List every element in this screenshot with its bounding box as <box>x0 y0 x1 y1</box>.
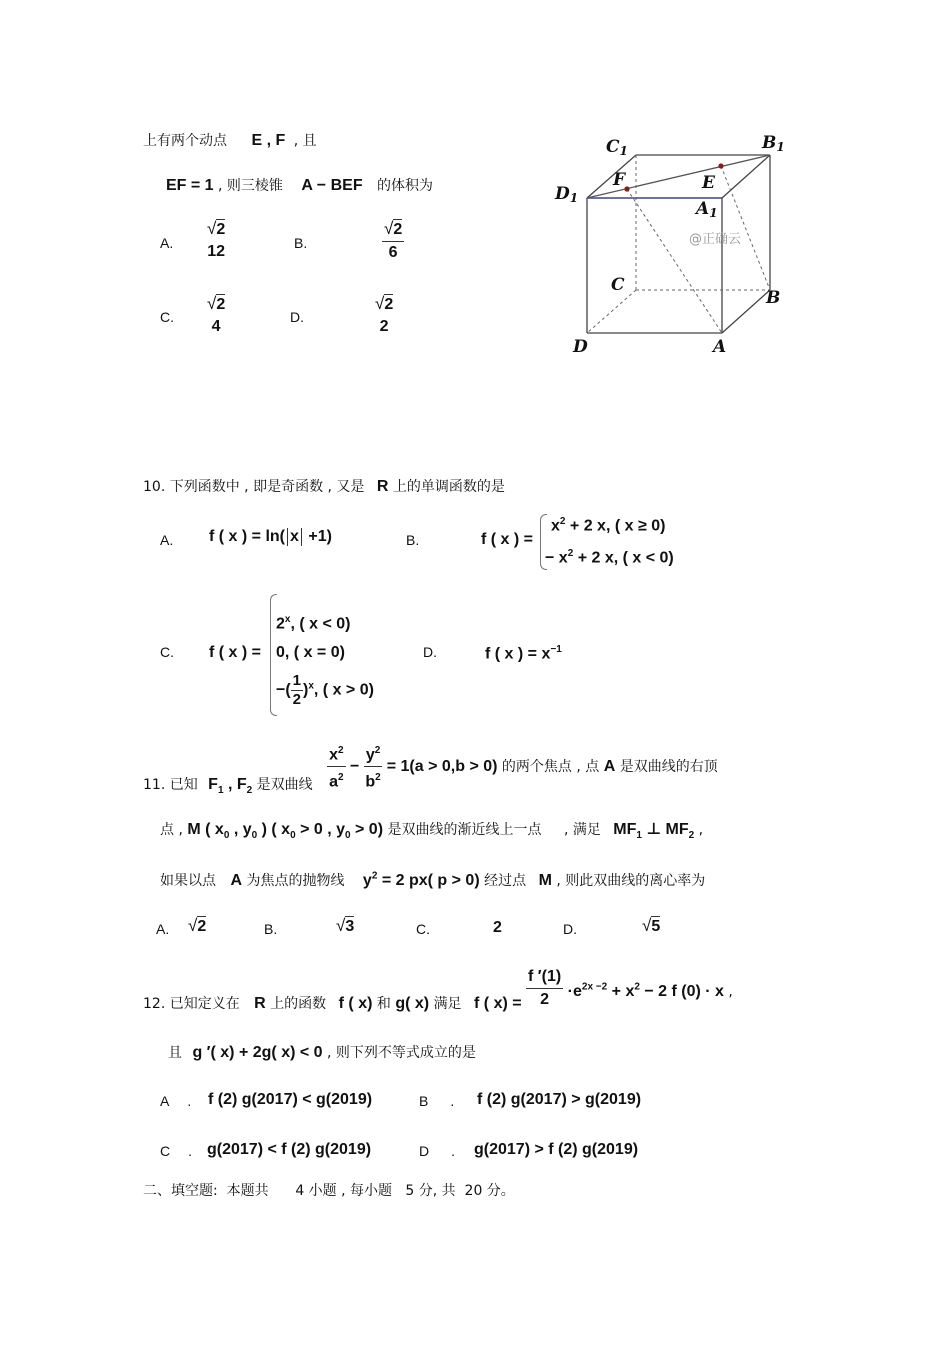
label-c1: C1 <box>606 137 628 158</box>
q12-option-b: f (2) g(2017) > g(2019) <box>477 1091 642 1108</box>
label-f: F <box>613 170 626 190</box>
label-b1: B1 <box>762 133 785 154</box>
q10-option-a-f: f ( x ) = ln( <box>209 528 285 546</box>
q11-a: A <box>603 757 616 775</box>
q9-option-d-num: 2 <box>384 296 394 313</box>
q9-line2-end: 的体积为 <box>377 178 434 194</box>
q12-line2-b: , 则下列不等式成立的是 <box>327 1045 476 1061</box>
label-c: C <box>611 275 625 295</box>
q12-stem-c: 满足 <box>433 995 462 1012</box>
label-b: B <box>766 288 781 308</box>
q10-option-c-case1: 2$^x$, ( x < 0) <box>276 614 351 633</box>
q12-option-a-label: A . <box>160 1093 192 1109</box>
q12-stem-b: 上的函数 <box>270 995 327 1012</box>
q12-f: f ( x) <box>338 994 373 1012</box>
q9-option-c-label: C. <box>160 309 174 325</box>
q9-ef-length: EF = 1 <box>166 177 214 194</box>
label-d: D <box>573 337 588 357</box>
q11-option-d-label: D. <box>563 921 577 937</box>
q9-pyramid: A − BEF <box>301 177 363 194</box>
q12-comma: , <box>728 983 733 1000</box>
q11-option-b-label: B. <box>264 921 278 937</box>
q11-option-c-label: C. <box>416 921 430 937</box>
q10-option-b-case2: − $x^2 + 2$ x, ( x < 0) <box>545 548 674 567</box>
q11-option-d: √5 <box>642 916 661 935</box>
q10-option-c-case3: −( $\frac{1}{2}$ )$^x$, ( x > 0) <box>276 672 374 708</box>
q9-option-a-den: 12 <box>207 243 226 260</box>
q12-frac: $\frac{f '(1)}{2}$ <box>528 968 562 1008</box>
q10-option-c-f: f ( x ) = <box>209 644 262 661</box>
q11-parabola: $y^2 = 2$ px( p > 0) <box>362 870 480 889</box>
q10-option-d-label: D. <box>423 644 437 660</box>
q12-option-a: f (2) g(2017) < g(2019) <box>208 1091 373 1108</box>
q10-option-c-case2: 0, ( x = 0) <box>276 644 345 661</box>
q9-option-c-num: 2 <box>216 296 226 313</box>
q9-option-b: $\frac{√2}{6}$ <box>382 218 404 264</box>
q12-line2 <box>168 1042 476 1062</box>
q12-g: g( x) <box>395 994 430 1012</box>
q12-option-c-label: C . <box>160 1143 193 1159</box>
q11-line2-a: 点 , <box>160 822 183 838</box>
q11-option-c: 2 <box>493 919 502 936</box>
q11-line3-m: M <box>538 872 552 889</box>
q10-stem-a: 10. 下列函数中 , 即是奇函数 , 又是 <box>143 479 365 495</box>
q9-option-a: √2 12 <box>205 218 227 263</box>
q11-line3-b: 为焦点的抛物线 <box>246 873 345 889</box>
q11-frac-x: $\frac{x^2}{a^2}$ <box>327 740 345 794</box>
q12-r: R <box>254 994 266 1012</box>
q11-line3-a: 如果以点 <box>160 873 216 889</box>
q9-option-d-label: D. <box>290 309 304 325</box>
q12-stem-a: 12. 已知定义在 <box>143 995 240 1012</box>
q9-line2-mid: , 则三棱锥 <box>218 178 283 194</box>
q10-option-b-label: B. <box>406 532 420 548</box>
q12-option-c: g(2017) < f (2) g(2019) <box>207 1141 372 1158</box>
q10-option-b-case1: $x^2 + 2$ x, ( x ≥ 0) <box>551 516 666 535</box>
q11-line3-a-point: A <box>230 872 243 889</box>
q9-option-b-den: 6 <box>388 244 398 261</box>
q11-line2-b: 是双曲线的渐近线上一点 <box>387 822 542 838</box>
q10-stem <box>143 476 505 496</box>
q10-r: R <box>376 478 389 495</box>
q9-line1-text: 上有两个动点 <box>143 133 227 149</box>
q11-point-m: M ( $x_0$ , $y_0$ ) ( $x_0 > 0$ , $y_0 > 0$) <box>187 821 384 842</box>
q9-option-a-label: A. <box>160 235 174 251</box>
section-2-heading: 二、填空题: 本题共 4 小题 , 每小题 5 分, 共 20 分。 <box>143 1183 515 1199</box>
q12-and: 和 <box>376 995 391 1012</box>
q11-line3-d: , 则此双曲线的离心率为 <box>556 873 706 889</box>
q11-line2 <box>160 819 703 841</box>
q9-option-c-den: 4 <box>211 318 221 335</box>
label-a1: A1 <box>696 199 718 220</box>
q9-option-a-num: 2 <box>216 221 226 238</box>
q10-option-c-label: C. <box>160 644 174 660</box>
q10-option-a <box>209 528 332 546</box>
q11-stem-d: 是双曲线的右顶 <box>619 758 718 775</box>
q9-points-ef: E , F <box>251 132 286 149</box>
q12-option-d-label: D . <box>419 1143 456 1159</box>
q10-stem-b: 上的单调函数的是 <box>392 479 505 495</box>
q9-option-d-den: 2 <box>379 318 389 335</box>
q12-exp: $\cdot e^{2x -2} + x^2 - 2$ f (0) · x <box>567 981 724 1000</box>
cube-figure <box>550 125 800 365</box>
q11-line3-c: 经过点 <box>484 873 527 889</box>
q12-ineq: g ′( x) + 2g( x) < 0 <box>192 1044 323 1061</box>
q9-line1 <box>143 130 317 150</box>
q11-stem-a: 11. 已知 <box>143 776 198 793</box>
q11-line2-end: , <box>698 822 704 838</box>
q11-line3 <box>160 870 705 890</box>
q11-line1: 11. 已知 $F_1$ , $F_2$ 是双曲线 $\frac{x^2}{a^2}$ − $\frac{y^2}{b^2}$ = 1(a > 0,b > 0) 的两个焦点 , 点 A 是双曲线的右顶 <box>143 740 718 795</box>
q11-option-b: √3 <box>336 916 355 935</box>
q11-eq-end: = 1(a > 0,b > 0) <box>386 757 498 775</box>
q11-option-a-label: A. <box>156 921 170 937</box>
label-d1: D1 <box>555 184 579 205</box>
q11-stem-c: 的两个焦点 , 点 <box>501 758 600 775</box>
q12-option-b-label: B . <box>419 1093 455 1109</box>
q11-perp: $MF_1$ ⊥ $MF_2$ <box>613 821 695 842</box>
q9-option-c: √2 4 <box>205 293 227 338</box>
q9-line2 <box>166 175 433 195</box>
q9-option-d: √2 2 <box>373 293 395 338</box>
q10-option-a-x: x <box>290 528 299 546</box>
q11-stem-b: 是双曲线 <box>256 776 313 793</box>
watermark: @正确云 <box>689 232 742 247</box>
label-a: A <box>713 337 727 357</box>
q11-line2-c: , 满足 <box>563 822 601 838</box>
q9-option-b-label: B. <box>294 235 308 251</box>
q11-option-a: √2 <box>188 916 207 935</box>
q12-option-d: g(2017) > f (2) g(2019) <box>474 1141 639 1158</box>
q10-option-a-label: A. <box>160 532 174 548</box>
q12-fx: f ( x) = <box>474 994 522 1012</box>
q9-line1-end: , 且 <box>293 133 317 149</box>
q9-option-b-num: 2 <box>393 221 403 238</box>
q11-foci: $F_1$ , $F_2$ <box>208 775 253 797</box>
q12-line2-a: 且 <box>168 1045 182 1061</box>
q10-option-b-f: f ( x ) = <box>481 531 534 548</box>
q12-line1 <box>143 966 733 1011</box>
q10-option-d: f ( x ) = $x^{-1}$ <box>485 644 562 663</box>
label-e: E <box>702 173 715 193</box>
q11-frac-y: $\frac{y^2}{b^2}$ <box>364 740 382 794</box>
q10-option-a-end: +1) <box>308 528 332 546</box>
